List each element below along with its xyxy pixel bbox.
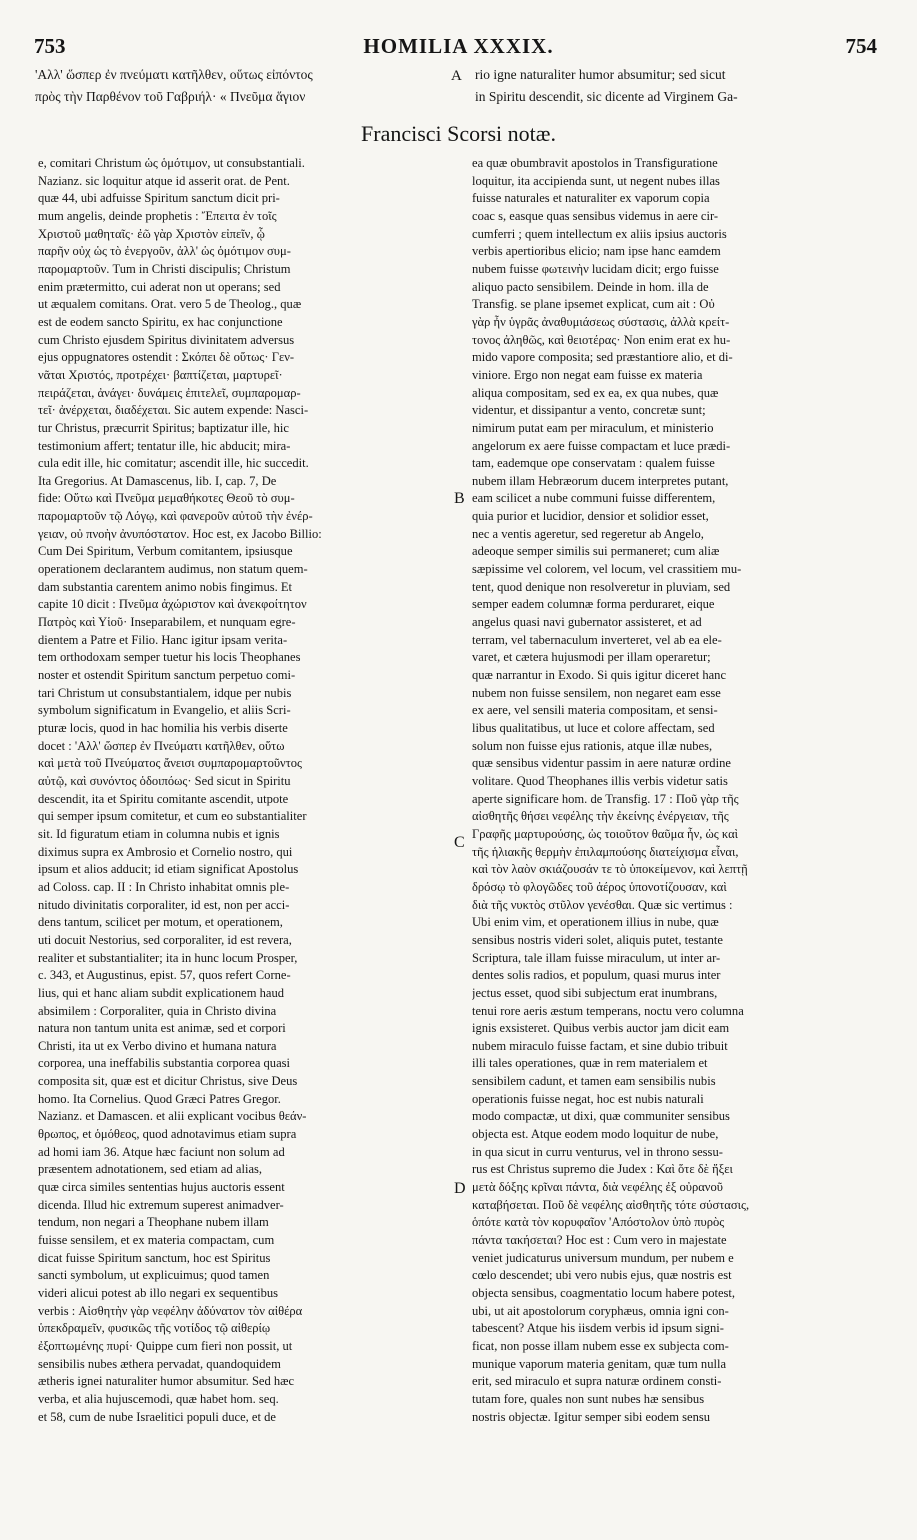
page-number-left: 753 [34, 34, 66, 58]
note-line: ut æqualem comitans. Orat. vero 5 de Theolog., quæ [38, 297, 302, 312]
note-line: noster et ostendit Spiritum sanctum perpetuo comi- [38, 668, 296, 683]
running-title: HOMILIA XXXIX. [363, 34, 554, 58]
note-line: videri alicui potest ab illo negari ex sequentibus [38, 1286, 279, 1300]
note-line: pturæ locis, quod in hac homilia his verbis diserte [38, 721, 288, 735]
note-line: πάντα τακήσεται? Hoc est : Cum vero in majestate [472, 1233, 727, 1248]
note-line: symbolum significatum in Evangelio, et aliis Scri- [38, 703, 291, 718]
note-line: semper eadem columnæ forma perduraret, eique [472, 597, 715, 612]
note-line: enim prætermitto, cui aderat non ut operans; sed [38, 279, 281, 294]
note-line: dens tantum, scilicet per motum, et operationem, [38, 915, 283, 930]
note-line: sensibilem cadunt, et tamen eam sensibilis nubis [472, 1074, 716, 1089]
note-line: capite 10 dicit : Πνεῦμα ἀχώριστον καὶ ἀνεκφοίτητον [38, 597, 307, 612]
note-line: modo compactæ, ut dixi, quæ communiter sensibus [472, 1109, 730, 1124]
note-line: operationis fuisse negat, hoc est nubis naturali [472, 1091, 704, 1106]
note-line: erit, sed miraculo et supra naturæ ordinem consti- [472, 1374, 722, 1389]
note-line: sancti symbolum, ut explicuimus; quod tamen [38, 1268, 270, 1283]
note-line: dicat fuisse Spiritum sanctum, hoc est Spiritus [38, 1250, 271, 1265]
note-line: αἰσθητῆς θήσει νεφέλης τὴν ἐκείνης ἐνέργειαν, τῆς [472, 809, 729, 824]
note-line: fuisse sensilem, et ex materia compactam, cum [38, 1233, 275, 1248]
notes-left-column [38, 155, 451, 1530]
note-line: Χριστοῦ μαθηταῖς· ἐῶ γὰρ Χριστὸν εἰπεῖν, ᾧ [38, 226, 265, 241]
note-line: παρομαρτοῦν τῷ Λόγῳ, καὶ φανεροῦν αὐτοῦ τὴν ἐνέρ- [38, 509, 313, 524]
note-line: τεῖ· ἀνέρχεται, διαδέχεται. Sic autem expende: Nasci- [38, 403, 309, 418]
note-line: ignis exsisteret. Quibus verbis auctor jam dicit eam [472, 1021, 730, 1036]
note-line: tent, quod denique non resolveretur in pluviam, sed [472, 579, 731, 594]
note-line: eam scilicet a nube communi fuisse differentem, [472, 491, 716, 506]
note-line: cumferri ; quem intellectum ex aliis ipsius auctoris [472, 226, 727, 241]
main-text-line: πρὸς τὴν Παρθένον τοῦ Γαβριήλ· « Πνεῦμα ἅγιον [35, 89, 306, 104]
note-line: Nazianz. sic loquitur atque id asserit orat. de Pent. [38, 173, 290, 188]
note-line: Πατρὸς καὶ Υἱοῦ· Inseparabilem, et nunquam egre- [38, 615, 296, 630]
notes-heading: Francisci Scorsi notæ. [361, 121, 556, 146]
note-line: solum non fuisse ejus rationis, atque illæ nubes, [472, 738, 713, 753]
note-line: tendum, non negari a Theophane nubem illam [38, 1215, 269, 1230]
note-line: varet, et cætera hujusmodi per illam operaretur; [472, 650, 711, 665]
note-line: verbis : Αἰσθητὴν γὰρ νεφέλην ἀδύνατον τὸν αἰθέρα [38, 1303, 303, 1318]
note-line: c. 343, et Augustinus, epist. 57, quos refert Corne- [38, 968, 291, 983]
note-line: mum angelis, deinde prophetis : Ἔπειτα ἐν τοῖς [38, 208, 277, 223]
note-line: dentes solis radios, et populum, quasi murus inter [472, 968, 721, 983]
note-line: Γραφῆς μαρτυρούσης, ὡς τοιοῦτον θαῦμα ἦν, ὡς καὶ [472, 826, 739, 841]
note-line: tari Christum ut consubstantialem, idque per nubis [38, 685, 292, 700]
note-line: dam substantia carentem animo nobis fingimus. Et [38, 579, 293, 594]
note-line: natura non tantum unita est animæ, sed et corpori [38, 1021, 286, 1036]
note-line: docet : 'Αλλ' ὥσπερ ἐν Πνεύματι κατῆλθεν, οὕτω [38, 738, 285, 753]
note-line: nec a ventis ageretur, sed regeretur ab Angelo, [472, 526, 704, 541]
note-line: realiter et substantialiter; ita in hunc locum Prosper, [38, 950, 298, 965]
note-line: sit. Id figuratum etiam in columna nubis et ignis [38, 826, 280, 841]
note-line: objecta est. Atque eodem modo loquitur de nube, [472, 1127, 719, 1142]
note-line: jectus esset, quod sibi subjectum erat inumbrans, [472, 985, 718, 1000]
note-line: cœlo descendet; ubi vero nubis ejus, quæ nostris est [472, 1268, 732, 1283]
section-marker-b: B [454, 490, 465, 507]
note-line: objecta sensibus, coagmentatio locum habere potest, [472, 1286, 736, 1300]
note-line: illi tales operationes, quæ in rem materialem et [472, 1056, 708, 1071]
note-line: lius, qui et hanc aliam subdit explicationem haud [38, 985, 284, 1000]
note-line: mido vapore composita; sed præstantiore alio, et di- [472, 350, 733, 365]
note-line: ἐξοπτωμένης πυρί· Quippe cum fieri non possit, ut [38, 1338, 293, 1353]
main-text-greek-column [35, 64, 447, 110]
note-line: cula edit ille, hic comitatur; ascendit ille, hic succedit. [38, 456, 309, 471]
note-line: Cum Dei Spiritum, Verbum comitantem, ipsiusque [38, 544, 293, 559]
note-line: γὰρ ἦν ὑγρᾶς ἀναθυμιάσεως σύστασις, ἀλλὰ κρείτ- [472, 314, 730, 329]
note-line: tem orthodoxam semper tuetur his locis Theophanes [38, 650, 301, 665]
note-line: aliquo pacto sensibilem. Deinde in hom. illa de [472, 279, 709, 294]
note-line: ubi, ut ait apostolorum coryphæus, omnia igni con- [472, 1303, 729, 1318]
note-line: descendit, ita et Spiritu comitante ascendit, utpote [38, 791, 289, 806]
note-line: quæ circa similes sententias hujus auctoris essent [38, 1180, 285, 1195]
section-marker-c: C [454, 834, 465, 851]
note-line: παρομαρτοῦν. Tum in Christi discipulis; Christum [38, 261, 291, 276]
note-line: ὑπεκδραμεῖν, φυσικῶς τῆς νοτίδος τῷ αἰθερίῳ [38, 1321, 271, 1336]
note-line: nubem fuisse φωτεινὴν lucidam dicit; ergo fuisse [472, 261, 719, 276]
note-line: ὁπότε κατὰ τὸν κορυφαῖον 'Απόστολον ὑπὸ πυρὸς [472, 1215, 725, 1230]
note-line: verbis apertioribus elicio; nam ipse hanc eamdem [472, 244, 721, 259]
note-line: fuisse naturales et naturaliter ex vaporum copia [472, 191, 710, 206]
note-line: καταβήσεται. Ποῦ δὲ νεφέλης αἰσθητῆς τότε σύστασις, [472, 1197, 750, 1212]
note-line: coac s, easque quas sensibus videmus in aere cir- [472, 208, 719, 223]
note-line: diximus supra ex Ambrosio et Cornelio nostro, qui [38, 844, 293, 859]
note-line: sæpissime vel colorem, vel locum, vel crassitiem mu- [472, 562, 742, 577]
running-header [0, 34, 917, 60]
main-text-line: in Spiritu descendit, sic dicente ad Virginem Ga- [475, 89, 738, 104]
note-line: nubem non fuisse sensilem, non negaret eam esse [472, 685, 721, 700]
note-line: Nazianz. et Damascen. et alii explicant vocibus θεάν- [38, 1109, 307, 1124]
note-line: sensibilis nubes æthera pervadat, quandoquidem [38, 1356, 281, 1371]
note-line: μετὰ δόξης κρῖναι πάντα, διὰ νεφέλης ἐξ οὐρανοῦ [472, 1180, 723, 1195]
note-line: operationem declarantem audimus, non statum quem- [38, 562, 308, 577]
note-line: πειράζεται, ἀνάγει· δυνάμεις ἐπιτελεῖ, συμπαρομαρ- [38, 385, 301, 400]
note-line: nitudo divinitatis corporaliter, id est, non per acci- [38, 897, 290, 912]
note-line: præsentem adnotationem, sed etiam ad alias, [38, 1162, 263, 1177]
main-text-block [30, 64, 890, 110]
note-line: ea quæ obumbravit apostolos in Transfiguratione [472, 156, 718, 170]
note-line: nimirum putat eam per miraculum, et ministerio [472, 420, 714, 435]
note-line: sensibus nostris videri solet, aliquis putet, testante [472, 932, 723, 947]
page-number-right: 754 [845, 34, 877, 58]
note-line: quæ 44, ubi adfuisse Spiritum sanctum dicit pri- [38, 191, 280, 206]
note-line: loquitur, ita accipienda sunt, ut negent nubes illas [472, 173, 720, 188]
note-line: Christi, ita ut ex Verbo divino et humana natura [38, 1038, 277, 1053]
note-line: volitare. Quod Theophanes illis verbis videtur satis [472, 773, 728, 788]
note-line: aliqua compositam, sed ex ea, ex qua nubes, quæ [472, 385, 719, 400]
main-text-latin-column [475, 64, 905, 110]
note-line: tam, eademque ope conservatam : qualem fuisse [472, 456, 715, 471]
main-text-line: rio igne naturaliter humor absumitur; sed sicut [475, 67, 726, 82]
note-line: quæ sensibus videntur passim in aere naturæ ordine [472, 756, 731, 771]
note-line: Ubi enim vim, et operationem illius in nube, quæ [472, 915, 719, 930]
note-line: ætheris ignei naturaliter humor absumitur. Sed hæc [38, 1374, 295, 1389]
note-line: παρῆν οὐχ ὡς τὸ ἐνεργοῦν, ἀλλ' ὡς ὁμότιμον συμ- [38, 244, 291, 259]
note-line: corporea, una ineffabilis substantia corporea quasi [38, 1056, 291, 1071]
note-line: tutam fore, quales non sunt nubes hæ sensibus [472, 1391, 705, 1406]
section-marker-a: A [451, 68, 462, 84]
note-line: τῆς ἡλιακῆς θερμὴν ἐπιλαμπούσης διατείχισμα εἶναι, [472, 844, 739, 859]
note-line: ejus oppugnatores ostendit : Σκόπει δὲ οὕτως· Γεν- [38, 350, 295, 365]
notes-right-column [472, 155, 882, 1530]
note-line: rus est Christus supremo die Judex : Καὶ ὅτε δὲ ἥξει [472, 1162, 733, 1177]
note-line: tur Christus, præcurrit Spiritus; baptizatur ille, hic [38, 420, 289, 435]
note-line: dicenda. Illud hic extremum superest animadver- [38, 1197, 284, 1212]
note-line: viniore. Ergo non negat eam fuisse ex materia [472, 367, 703, 382]
main-text-line: 'Αλλ' ὥσπερ ἐν πνεύματι κατῆλθεν, οὕτως εἰπόντος [35, 67, 313, 82]
note-line: uti docuit Nestorius, sed corporaliter, id est revera, [38, 932, 292, 947]
note-line: angelorum ex aere fuisse compactam et luce prædi- [472, 438, 731, 453]
note-line: quia purior et lucidior, densior et solidior esset, [472, 509, 709, 524]
note-line: καὶ μετὰ τοῦ Πνεύματος ἄνεισι συμπαρομαρτοῦντος [38, 756, 303, 771]
note-line: terram, vel tabernaculum inverteret, vel ab ea ele- [472, 632, 722, 647]
note-line: tenui rore aeris æstum temperans, noctu vero columna [472, 1003, 744, 1018]
note-line: composita sit, quæ est et dicitur Christus, sive Deus [38, 1074, 298, 1089]
note-line: libus qualitatibus, ut luce et colore affectam, sed [472, 721, 715, 735]
note-line: in qua sicut in curru venturus, vel in throno sessu- [472, 1144, 723, 1159]
note-line: aperte significare hom. de Transfig. 17 : Ποῦ γὰρ τῆς [472, 791, 739, 806]
section-marker-d: D [454, 1180, 466, 1197]
note-line: nubem miraculo fuisse factam, et sine dubio tribuit [472, 1038, 728, 1053]
note-line: absimilem : Corporaliter, quia in Christo divina [38, 1003, 277, 1018]
note-line: ficat, non posse illam nubem esse ex subjecta com- [472, 1338, 729, 1353]
note-line: γειαν, οὐ πνοὴν ἀνυπόστατον. Hoc est, ex Jacobo Billio: [38, 526, 322, 541]
note-line: θρωπος, et ὁμόθεος, quod adnotavimus etiam supra [38, 1127, 297, 1142]
note-line: καὶ τὸν λαὸν σκιάζουσάν τε τὸ ὑποκείμενον, καὶ λεπτῇ [472, 862, 748, 877]
note-line: ad homi iam 36. Atque hæc faciunt non solum ad [38, 1144, 285, 1159]
note-line: qui semper ipsum comitetur, et cum eo substantialiter [38, 809, 307, 824]
note-line: δρόσῳ τὸ φλογῶδες τοῦ ἀέρος ὑπονοτίζουσαν, καὶ [472, 879, 727, 894]
note-line: nubem illam Hebræorum ducem interpretes putant, [472, 473, 729, 488]
note-line: διὰ τῆς νυκτὸς στῦλον γενέσθαι. Quæ sic vertimus : [472, 897, 733, 912]
note-line: ipsum et alios adducit; id etiam significat Apostolus [38, 862, 299, 877]
note-line: e, comitari Christum ὡς ὁμότιμον, ut consubstantiali. [38, 156, 305, 170]
note-line: ad Coloss. cap. II : In Christo inhabitat omnis ple- [38, 879, 290, 894]
note-line: nostris objectæ. Igitur semper sibi eodem sensu [472, 1409, 711, 1424]
note-line: et 58, cum de nube Israelitici populi duce, et de [38, 1409, 276, 1424]
note-line: fide: Οὕτω καὶ Πνεῦμα μεμαθήκοτες Θεοῦ τὸ συμ- [38, 491, 295, 506]
note-line: dientem a Patre et Filio. Hanc igitur ipsam verita- [38, 632, 288, 647]
note-line: munique vaporum materia genitam, quæ tum nulla [472, 1356, 727, 1371]
note-line: τονος ἀληθῶς, καὶ θειοτέρας· Non enim erat ex hu- [472, 332, 731, 347]
note-line: est de eodem sancto Spiritu, ex hac conjunctione [38, 314, 283, 329]
note-line: αὐτῷ, καὶ συνόντος ὁδοιπόως· Sed sicut in Spiritu [38, 773, 291, 788]
note-line: cum Christo ejusdem Spiritus divinitatem adversus [38, 332, 295, 347]
note-line: veniet judicaturus universum mundum, per nubem e [472, 1250, 734, 1265]
note-line: homo. Ita Cornelius. Quod Græci Patres Gregor. [38, 1091, 281, 1106]
note-line: Ita Gregorius. At Damascenus, lib. I, cap. 7, De [38, 473, 277, 488]
note-line: ex aere, vel sensili materia compositam, et sensi- [472, 703, 718, 718]
note-line: tabescent? Atque his iisdem verbis id ipsum signi- [472, 1321, 724, 1336]
note-line: Scriptura, tale illam fuisse miraculum, ut inter ar- [472, 950, 721, 965]
note-line: νᾶται Χριστός, προτρέχει· βαπτίζεται, μαρτυρεῖ· [38, 367, 283, 382]
note-line: Transfig. se plane ipsemet explicat, cum ait : Οὐ [472, 297, 715, 312]
note-line: quæ narrantur in Exodo. Si quis igitur diceret hanc [472, 668, 727, 683]
note-line: testimonium affert; tentatur ille, hic abducit; mira- [38, 438, 291, 453]
note-line: verba, et alia hujuscemodi, quæ habet hom. seq. [38, 1391, 279, 1406]
note-line: angelus quasi navi gubernator assisteret, et ad [472, 615, 702, 630]
note-line: adeoque semper similis sui permaneret; cum aliæ [472, 544, 720, 559]
note-line: videntur, et dissipantur a vento, concretæ sunt; [472, 403, 706, 418]
